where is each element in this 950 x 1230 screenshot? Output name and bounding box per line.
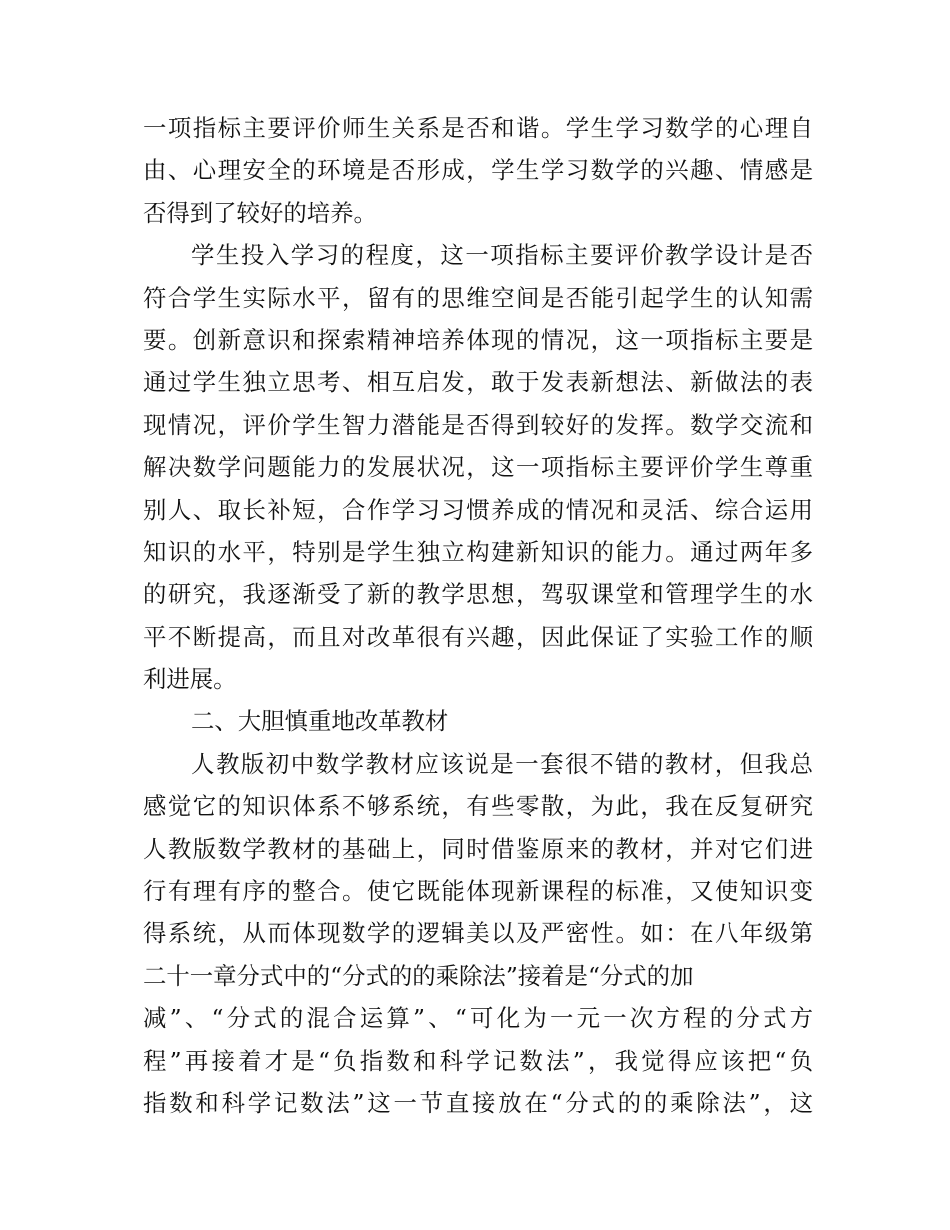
text-line: 利进展。 <box>143 665 237 694</box>
text-line: 别人、取长补短，合作学习习惯养成的情况和灵活、综合运用 <box>143 495 813 524</box>
text-line: 人教版数学教材的基础上，同时借鉴原来的教材，并对它们进 <box>143 834 813 863</box>
text-line: 减”、“分式的混合运算”、“可化为一元一次方程的分式方 <box>143 1004 813 1033</box>
text-line: 通过学生独立思考、相互启发，敢于发表新想法、新做法的表 <box>143 368 813 397</box>
text-line: 符合学生实际水平，留有的思维空间是否能引起学生的认知需 <box>143 283 813 312</box>
text-line: 得系统，从而体现数学的逻辑美以及严密性。如：在八年级第 <box>143 919 813 948</box>
text-line: 否得到了较好的培养。 <box>143 198 377 227</box>
text-line: 程”再接着才是“负指数和科学记数法”，我觉得应该把“负 <box>143 1046 813 1075</box>
text-line: 感觉它的知识体系不够系统，有些零散，为此，我在反复研究 <box>143 792 813 821</box>
text-line: 二十一章分式中的“分式的的乘除法”接着是“分式的加 <box>143 961 694 990</box>
text-line: 由、心理安全的环境是否形成，学生学习数学的兴趣、情感是 <box>143 156 813 185</box>
text-line: 一项指标主要评价师生关系是否和谐。学生学习数学的心理自 <box>143 114 813 142</box>
text-line: 要。创新意识和探索精神培养体现的情况，这一项指标主要是 <box>143 325 813 354</box>
text-line: 平不断提高，而且对改革很有兴趣，因此保证了实验工作的顺 <box>143 622 813 651</box>
text-line: 行有理有序的整合。使它既能体现新课程的标准，又使知识变 <box>143 877 813 906</box>
text-line: 知识的水平，特别是学生独立构建新知识的能力。通过两年多 <box>143 537 813 566</box>
text-line: 现情况，评价学生智力潜能是否得到较好的发挥。数学交流和 <box>143 410 813 439</box>
paragraph-start-line: 学生投入学习的程度，这一项指标主要评价教学设计是否 <box>191 241 813 270</box>
text-line: 解决数学问题能力的发展状况，这一项指标主要评价学生尊重 <box>143 453 813 482</box>
text-line: 指数和科学记数法”这一节直接放在“分式的的乘除法”，这 <box>143 1088 813 1117</box>
document-body <box>143 107 813 1124</box>
paragraph-start-line: 人教版初中数学教材应该说是一套很不错的教材，但我总 <box>191 749 813 778</box>
section-heading: 二、大胆慎重地改革教材 <box>191 707 449 736</box>
text-line: 的研究，我逐渐受了新的教学思想，驾驭课堂和管理学生的水 <box>143 580 813 609</box>
